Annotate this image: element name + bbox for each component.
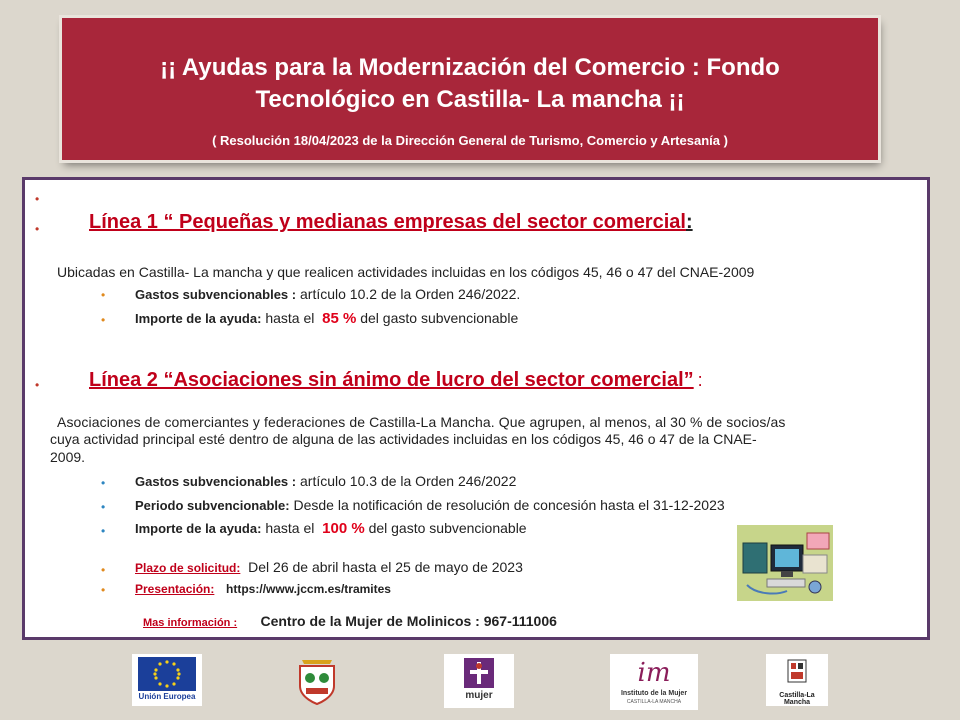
im-monogram-icon: im <box>637 658 671 688</box>
linea2-importe: Importe de la ayuda: hasta el 100 % del gasto subvencionable <box>135 520 527 537</box>
linea1-gastos: Gastos subvencionables : artículo 10.2 de la Orden 246/2022. <box>135 286 521 302</box>
instituto-mujer-logo <box>610 654 698 710</box>
bullet: • <box>101 313 106 327</box>
content-panel <box>22 177 930 640</box>
mujer-logo-text: mujer <box>465 690 493 701</box>
jccm-logo-text: Castilla-La Mancha <box>779 692 815 706</box>
title-banner <box>62 18 878 160</box>
page-title: ¡¡ Ayudas para la Modernización del Comercio : Fondo Tecnológico en Castilla- La mancha ¡¡ <box>160 54 780 113</box>
linea2-description-3: 2009. <box>50 449 86 465</box>
linea2-description-2: cuya actividad principal esté dentro de alguna de las actividades incluidas en los códigos 45, 46 o 47 de la CNAE- <box>50 431 757 447</box>
bullet: • <box>35 222 40 236</box>
mujer-logo <box>444 654 514 708</box>
bullet: • <box>101 583 106 597</box>
logos-row <box>0 650 960 720</box>
linea2-periodo: Periodo subvencionable: Desde la notificación de resolución de concesión hasta el 31-12-2023 <box>135 497 725 513</box>
bullet: • <box>101 563 106 577</box>
linea1-importe: Importe de la ayuda: hasta el 85 % del gasto subvencionable <box>135 310 519 327</box>
eu-logo-text: Unión Europea <box>138 692 196 701</box>
linea1-heading: Línea 1 “ Pequeñas y medianas empresas del sector comercial: <box>89 211 693 233</box>
linea2-heading: Línea 2 “Asociaciones sin ánimo de lucro del sector comercial” : <box>89 369 703 391</box>
plazo-solicitud: Plazo de solicitud: Del 26 de abril hasta el 25 de mayo de 2023 <box>135 559 523 575</box>
linea2-description-1: Asociaciones de comerciantes y federaciones de Castilla-La Mancha. Que agrupen, al menos, al 30 % de socios/as <box>57 414 786 430</box>
bullet: • <box>35 378 40 392</box>
instituto-logo-text: Instituto de la Mujer <box>620 690 688 697</box>
mas-informacion: Mas información : Centro de la Mujer de Molinicos : 967-111006 <box>143 613 557 629</box>
coat-of-arms-icon <box>294 654 340 706</box>
page-subtitle: ( Resolución 18/04/2023 de la Dirección General de Turismo, Comercio y Artesanía ) <box>212 133 728 148</box>
computer-illustration <box>737 525 833 601</box>
bullet: • <box>101 288 106 302</box>
linea2-gastos: Gastos subvencionables : artículo 10.3 de la Orden 246/2022 <box>135 473 517 489</box>
jccm-logo <box>766 654 828 706</box>
jccm-emblem-icon <box>766 654 828 692</box>
municipal-shield-logo <box>294 654 340 706</box>
bullet: • <box>101 476 106 490</box>
bullet: • <box>35 192 40 206</box>
linea1-description: Ubicadas en Castilla- La mancha y que realicen actividades incluidas en los códigos 45, 46 o 47 del CNAE-2009 <box>57 264 755 280</box>
instituto-logo-sub: CASTILLA-LA MANCHA <box>626 699 682 705</box>
presentacion: Presentación: https://www.jccm.es/tramites <box>135 582 391 596</box>
bullet: • <box>101 500 106 514</box>
tramites-link[interactable]: https://www.jccm.es/tramites <box>226 582 391 596</box>
bullet: • <box>101 524 106 538</box>
eu-logo <box>132 654 202 706</box>
